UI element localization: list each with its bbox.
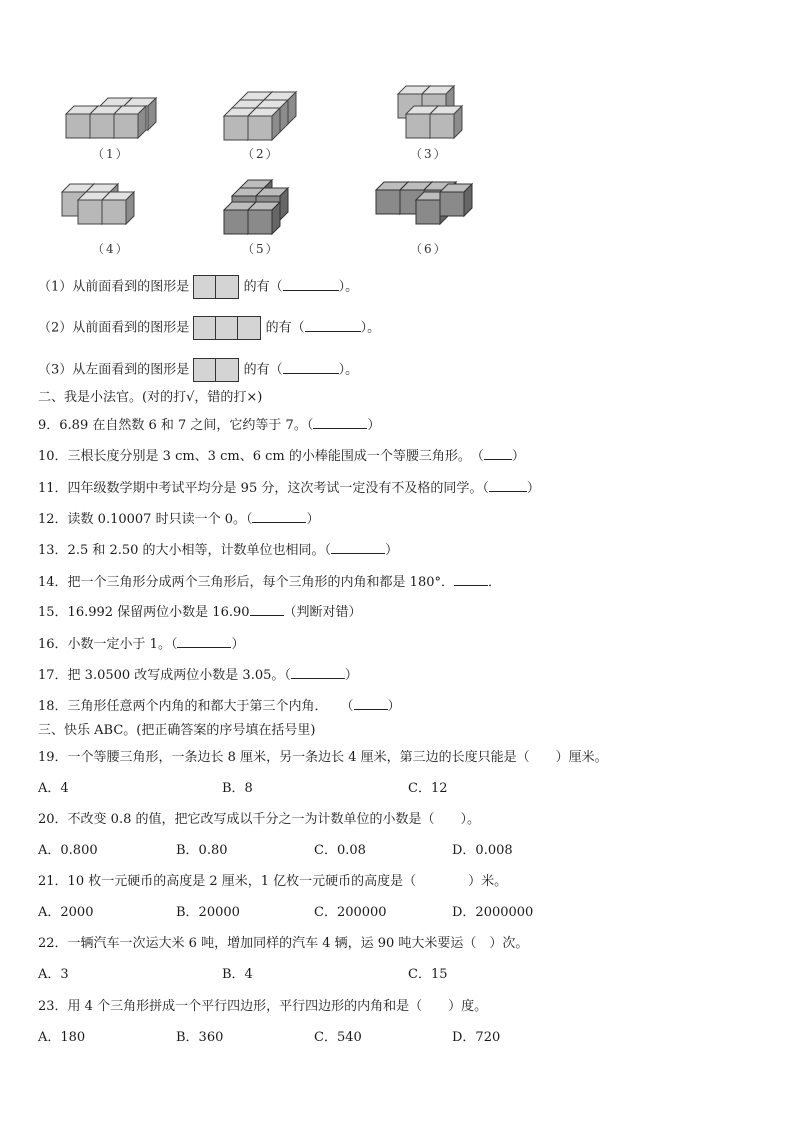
question-13: 13．2.5 和 2.50 的大小相等，计数单位也相同。（ ）	[38, 543, 399, 558]
front-view-2-squares	[193, 275, 239, 299]
view-question-3: （3）从左面看到的图形是 的有（ ）。	[38, 358, 358, 382]
question-11: 11．四年级数学期中考试平均分是 95 分，这次考试一定没有不及格的同学。（ ）	[38, 481, 540, 496]
figure-1	[62, 94, 162, 144]
option-21-b[interactable]: B．20000	[176, 905, 240, 920]
figure-5-label: （5）	[242, 242, 280, 256]
figure-6-label: （6）	[410, 242, 448, 256]
answer-blank[interactable]	[454, 573, 488, 586]
front-view-3-squares	[193, 316, 261, 340]
figure-6	[372, 180, 474, 230]
option-19-b[interactable]: B．8	[222, 781, 253, 796]
option-20-a[interactable]: A．0.800	[38, 843, 98, 858]
option-22-b[interactable]: B．4	[222, 967, 253, 982]
option-22-a[interactable]: A．3	[38, 967, 69, 982]
view-question-2: （2）从前面看到的图形是 的有（ ）。	[38, 316, 380, 340]
question-22: 22．一辆汽车一次运大米 6 吨，增加同样的汽车 4 辆，运 90 吨大米要运（ ）次。	[38, 936, 529, 951]
figure-4-label: （4）	[92, 242, 130, 256]
answer-blank[interactable]	[313, 416, 367, 429]
figure-3-label: （3）	[410, 147, 448, 161]
question-19: 19．一个等腰三角形，一条边长 8 厘米，另一条边长 4 厘米，第三边的长度只能是（ ）厘米。	[38, 750, 608, 765]
answer-blank[interactable]	[354, 697, 388, 710]
question-9: 9．6.89 在自然数 6 和 7 之间，它约等于 7。（ ）	[38, 418, 381, 433]
question-12: 12．读数 0.10007 时只读一个 0。（ ）	[38, 512, 320, 527]
answer-blank[interactable]	[177, 635, 231, 648]
option-20-b[interactable]: B．0.80	[176, 843, 228, 858]
option-21-c[interactable]: C．200000	[314, 905, 387, 920]
figure-1-label: （1）	[92, 147, 130, 161]
figure-2-label: （2）	[242, 147, 280, 161]
answer-blank[interactable]	[283, 278, 339, 291]
option-23-c[interactable]: C．540	[314, 1030, 362, 1045]
answer-blank[interactable]	[283, 361, 339, 374]
question-23: 23．用 4 个三角形拼成一个平行四边形，平行四边形的内角和是（ ）度。	[38, 999, 488, 1014]
question-16: 16．小数一定小于 1。（ ）	[38, 637, 245, 652]
section-3-heading: 三、快乐 ABC。(把正确答案的序号填在括号里)	[38, 723, 316, 738]
option-23-d[interactable]: D．720	[452, 1030, 501, 1045]
question-20: 20．不改变 0.8 的值，把它改写成以千分之一为计数单位的小数是（ ）。	[38, 812, 480, 827]
question-14: 14．把一个三角形分成两个三角形后，每个三角形的内角和都是 180°． ．	[38, 575, 502, 590]
option-23-b[interactable]: B．360	[176, 1030, 224, 1045]
option-21-a[interactable]: A．2000	[38, 905, 94, 920]
figure-5	[220, 178, 295, 236]
question-17: 17．把 3.0500 改写成两位小数是 3.05。（ ）	[38, 668, 358, 683]
answer-blank[interactable]	[489, 479, 527, 492]
view-question-1: （1）从前面看到的图形是 的有（ ）。	[38, 275, 358, 299]
option-19-a[interactable]: A．4	[38, 781, 69, 796]
figure-4	[58, 182, 148, 232]
answer-blank[interactable]	[252, 510, 306, 523]
question-18: 18．三角形任意两个内角的和都大于第三个内角． （ ）	[38, 699, 401, 714]
answer-blank[interactable]	[331, 541, 385, 554]
option-20-c[interactable]: C．0.08	[314, 843, 366, 858]
question-15: 15．16.992 保留两位小数是 16.90 （判断对错）	[38, 605, 362, 620]
question-21: 21．10 枚一元硬币的高度是 2 厘米，1 亿枚一元硬币的高度是（ ）米。	[38, 874, 508, 889]
answer-blank[interactable]	[484, 447, 512, 460]
figure-3	[392, 84, 472, 144]
option-20-d[interactable]: D．0.008	[452, 843, 513, 858]
answer-blank[interactable]	[250, 603, 284, 616]
left-view-2-squares	[193, 358, 239, 382]
option-22-c[interactable]: C．15	[408, 967, 448, 982]
figure-2	[220, 90, 310, 146]
question-10: 10．三根长度分别是 3 cm、3 cm、6 cm 的小棒能围成一个等腰三角形。 （ ）	[38, 449, 525, 464]
answer-blank[interactable]	[305, 319, 361, 332]
option-19-c[interactable]: C．12	[408, 781, 448, 796]
option-21-d[interactable]: D．2000000	[452, 905, 534, 920]
answer-blank[interactable]	[291, 666, 345, 679]
section-2-heading: 二、我是小法官。(对的打√，错的打×)	[38, 390, 263, 405]
option-23-a[interactable]: A．180	[38, 1030, 86, 1045]
